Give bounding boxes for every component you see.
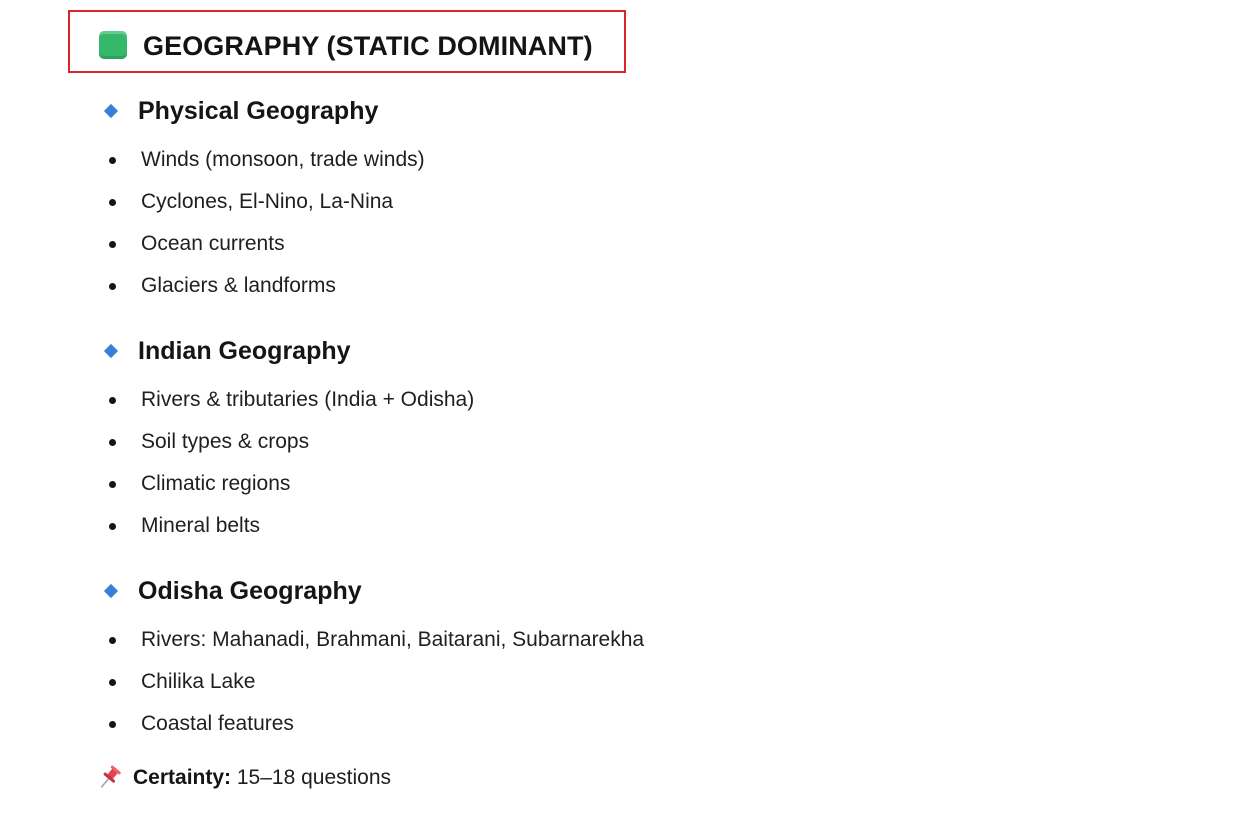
- bullet-icon: [109, 637, 116, 644]
- section-title: Odisha Geography: [138, 577, 362, 605]
- blue-diamond-icon: [104, 584, 118, 598]
- list-item: [0, 709, 900, 739]
- page-title: GEOGRAPHY (STATIC DOMINANT): [143, 31, 593, 61]
- pushpin-icon: [95, 764, 123, 792]
- bullet-icon: [109, 679, 116, 686]
- list-item-text: Rivers: Mahanadi, Brahmani, Baitarani, Subarnarekha: [141, 628, 645, 651]
- list-item-text: Glaciers & landforms: [141, 274, 336, 297]
- bullet-icon: [109, 397, 116, 404]
- blue-diamond-icon: [104, 344, 118, 358]
- bullet-icon: [109, 199, 116, 206]
- list-item: [0, 145, 900, 175]
- list-item: [0, 187, 900, 217]
- list-item-text: Mineral belts: [141, 514, 261, 537]
- list-item: [0, 385, 900, 415]
- green-square-icon: [99, 31, 127, 59]
- list-item-text: Climatic regions: [141, 472, 291, 495]
- list-item: [0, 271, 900, 301]
- list-item-text: Chilika Lake: [141, 670, 256, 693]
- list-item-text: Ocean currents: [141, 232, 285, 255]
- list-item: [0, 625, 900, 655]
- bullet-icon: [109, 481, 116, 488]
- certainty-label: Certainty:: [133, 766, 232, 789]
- list-item-text: Coastal features: [141, 712, 294, 735]
- bullet-icon: [109, 439, 116, 446]
- section-title: Indian Geography: [138, 337, 351, 365]
- section-title: Physical Geography: [138, 97, 379, 125]
- certainty-note: [133, 763, 391, 793]
- certainty-value: 15–18 questions: [231, 766, 391, 789]
- bullet-icon: [109, 721, 116, 728]
- list-item: [0, 469, 900, 499]
- list-item: [0, 427, 900, 457]
- list-item: [0, 667, 900, 697]
- blue-diamond-icon: [104, 104, 118, 118]
- bullet-icon: [109, 241, 116, 248]
- bullet-icon: [109, 523, 116, 530]
- list-item: [0, 229, 900, 259]
- bullet-icon: [109, 157, 116, 164]
- list-item-text: Soil types & crops: [141, 430, 310, 453]
- list-item-text: Cyclones, El-Nino, La-Nina: [141, 190, 394, 213]
- bullet-icon: [109, 283, 116, 290]
- list-item-text: Winds (monsoon, trade winds): [141, 148, 425, 171]
- list-item: [0, 511, 900, 541]
- list-item-text: Rivers & tributaries (India + Odisha): [141, 388, 475, 411]
